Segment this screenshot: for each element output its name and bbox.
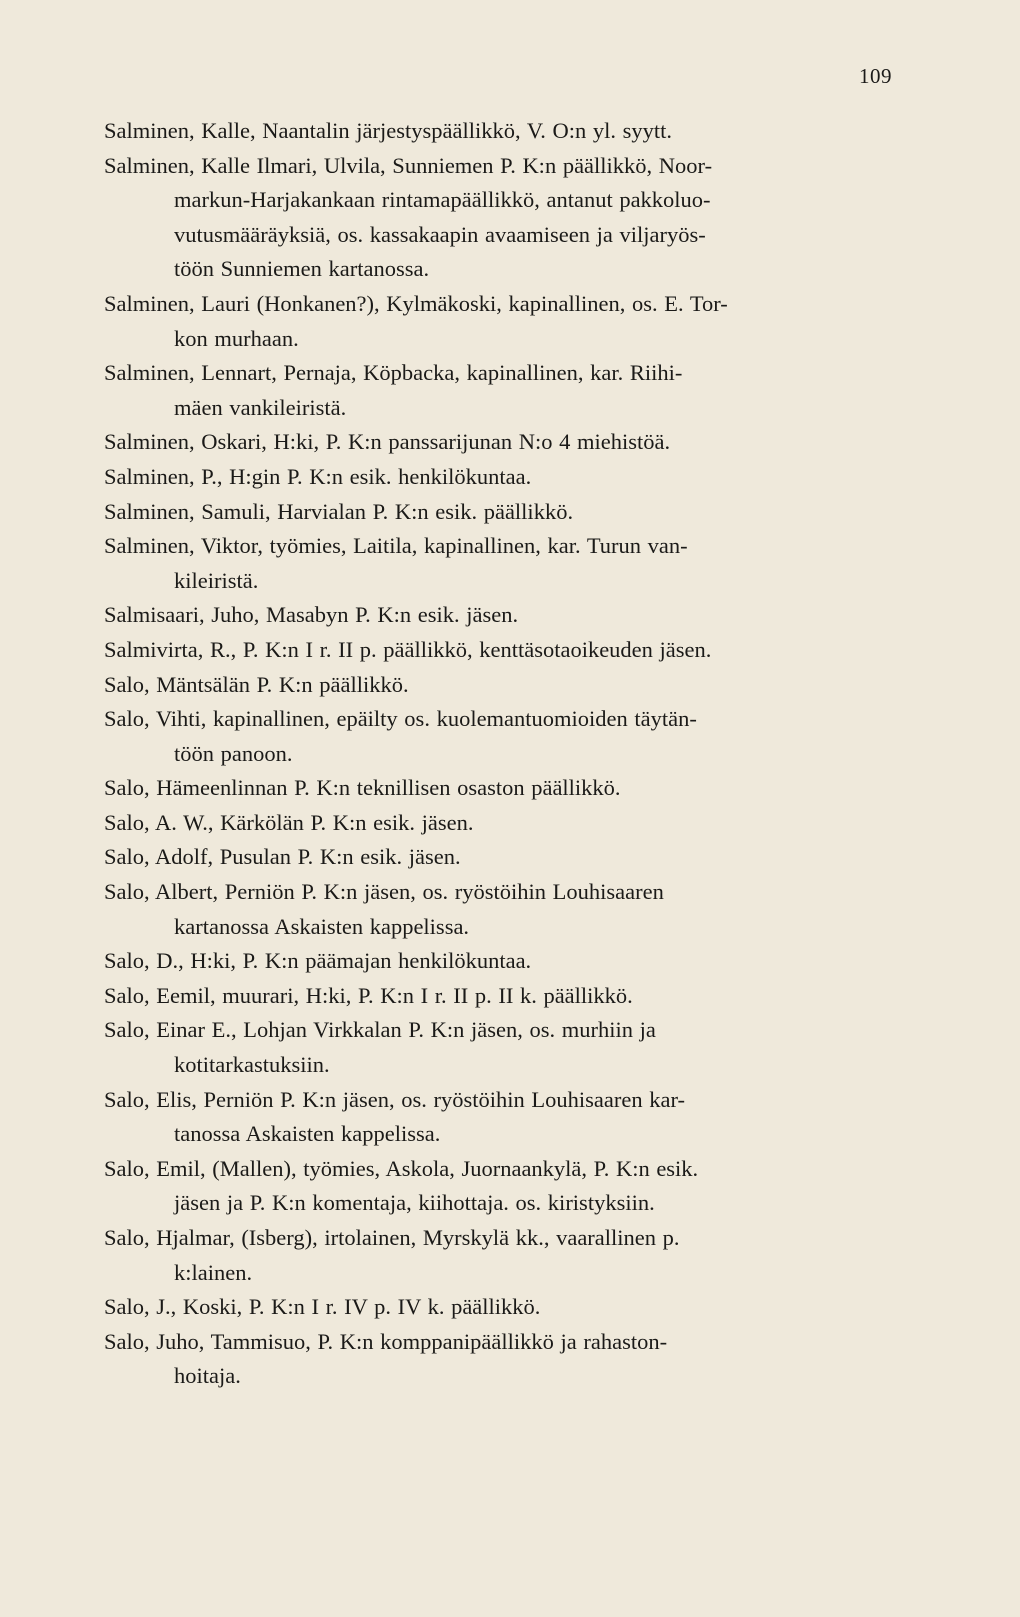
list-item [104,529,894,598]
list-item [104,771,894,806]
entry-line: Salmisaari, Juho, Masabyn P. K:n esik. jäsen. [104,602,519,628]
list-item [104,1083,894,1152]
entry-line: Salo, Adolf, Pusulan P. K:n esik. jäsen. [104,844,461,870]
entry-line: kotitarkastuksiin. [174,1052,330,1078]
entry-line: töön panoon. [174,740,293,766]
list-item [104,287,894,356]
entry-line: kartanossa Askaisten kappelissa. [174,913,470,939]
entry-line: Salo, Hämeenlinnan P. K:n teknillisen osaston päällikkö. [104,775,621,801]
list-item [104,1325,894,1394]
entry-list [104,114,894,1394]
entry-line: kon murhaan. [174,325,299,351]
entry-line: hoitaja. [174,1363,241,1389]
entry-line: vutusmääräyksiä, os. kassakaapin avaamiseen ja viljaryös- [174,221,706,247]
list-item [104,598,894,633]
entry-line: Salo, Albert, Perniön P. K:n jäsen, os. ryöstöihin Louhisaaren [104,879,664,905]
entry-line: Salminen, Kalle Ilmari, Ulvila, Sunniemen P. K:n päällikkö, Noor- [104,152,713,178]
entry-line: Salminen, Lennart, Pernaja, Köpbacka, kapinallinen, kar. Riihi- [104,360,683,386]
entry-line: Salo, Vihti, kapinallinen, epäilty os. kuolemantuomioiden täytän- [104,706,697,732]
entry-line: Salminen, Lauri (Honkanen?), Kylmäkoski, kapinallinen, os. E. Tor- [104,290,728,316]
list-item [104,806,894,841]
list-item [104,668,894,703]
list-item [104,149,894,287]
list-item [104,1290,894,1325]
list-item [104,1013,894,1082]
entry-line: Salo, D., H:ki, P. K:n päämajan henkilökuntaa. [104,948,532,974]
entry-line: markun-Harjakankaan rintamapäällikkö, antanut pakkoluo- [174,187,711,213]
entry-line: Salmivirta, R., P. K:n I r. II p. päällikkö, kenttäsotaoikeuden jäsen. [104,636,712,662]
list-item [104,114,894,149]
entry-line: Salo, A. W., Kärkölän P. K:n esik. jäsen. [104,809,474,835]
entry-line: Salo, Einar E., Lohjan Virkkalan P. K:n jäsen, os. murhiin ja [104,1017,656,1043]
entry-line: mäen vankileiristä. [174,394,347,420]
entry-line: Salminen, Kalle, Naantalin järjestyspäällikkö, V. O:n yl. syytt. [104,118,672,143]
entry-line: Salminen, P., H:gin P. K:n esik. henkilökuntaa. [104,463,532,489]
entry-line: kileiristä. [174,567,259,593]
entry-line: Salo, Eemil, muurari, H:ki, P. K:n I r. II p. II k. päällikkö. [104,982,633,1008]
list-item [104,425,894,460]
entry-line: Salminen, Oskari, H:ki, P. K:n panssarijunan N:o 4 miehistöä. [104,429,671,455]
entry-line: Salo, J., Koski, P. K:n I r. IV p. IV k. päällikkö. [104,1294,541,1320]
entry-line: töön Sunniemen kartanossa. [174,256,430,282]
entry-line: Salo, Hjalmar, (Isberg), irtolainen, Myrskylä kk., vaarallinen p. [104,1225,680,1250]
list-item [104,1221,894,1290]
list-item [104,633,894,668]
entry-line: jäsen ja P. K:n komentaja, kiihottaja. os. kiristyksiin. [174,1190,655,1216]
entry-line: k:lainen. [174,1259,253,1285]
list-item [104,840,894,875]
list-item [104,979,894,1014]
list-item [104,702,894,771]
list-item [104,460,894,495]
entry-line: Salo, Mäntsälän P. K:n päällikkö. [104,671,409,697]
list-item [104,356,894,425]
list-item [104,1152,894,1221]
entry-line: Salo, Juho, Tammisuo, P. K:n komppanipäällikkö ja rahaston- [104,1328,668,1354]
list-item [104,495,894,530]
entry-line: Salo, Emil, (Mallen), työmies, Askola, Juornaankylä, P. K:n esik. [104,1155,699,1181]
entry-line: Salo, Elis, Perniön P. K:n jäsen, os. ryöstöihin Louhisaaren kar- [104,1086,685,1112]
entry-line: Salminen, Samuli, Harvialan P. K:n esik. päällikkö. [104,498,574,524]
list-item [104,875,894,944]
entry-line: tanossa Askaisten kappelissa. [174,1121,441,1147]
list-item [104,944,894,979]
page-number: 109 [859,64,892,88]
entry-line: Salminen, Viktor, työmies, Laitila, kapinallinen, kar. Turun van- [104,533,688,559]
